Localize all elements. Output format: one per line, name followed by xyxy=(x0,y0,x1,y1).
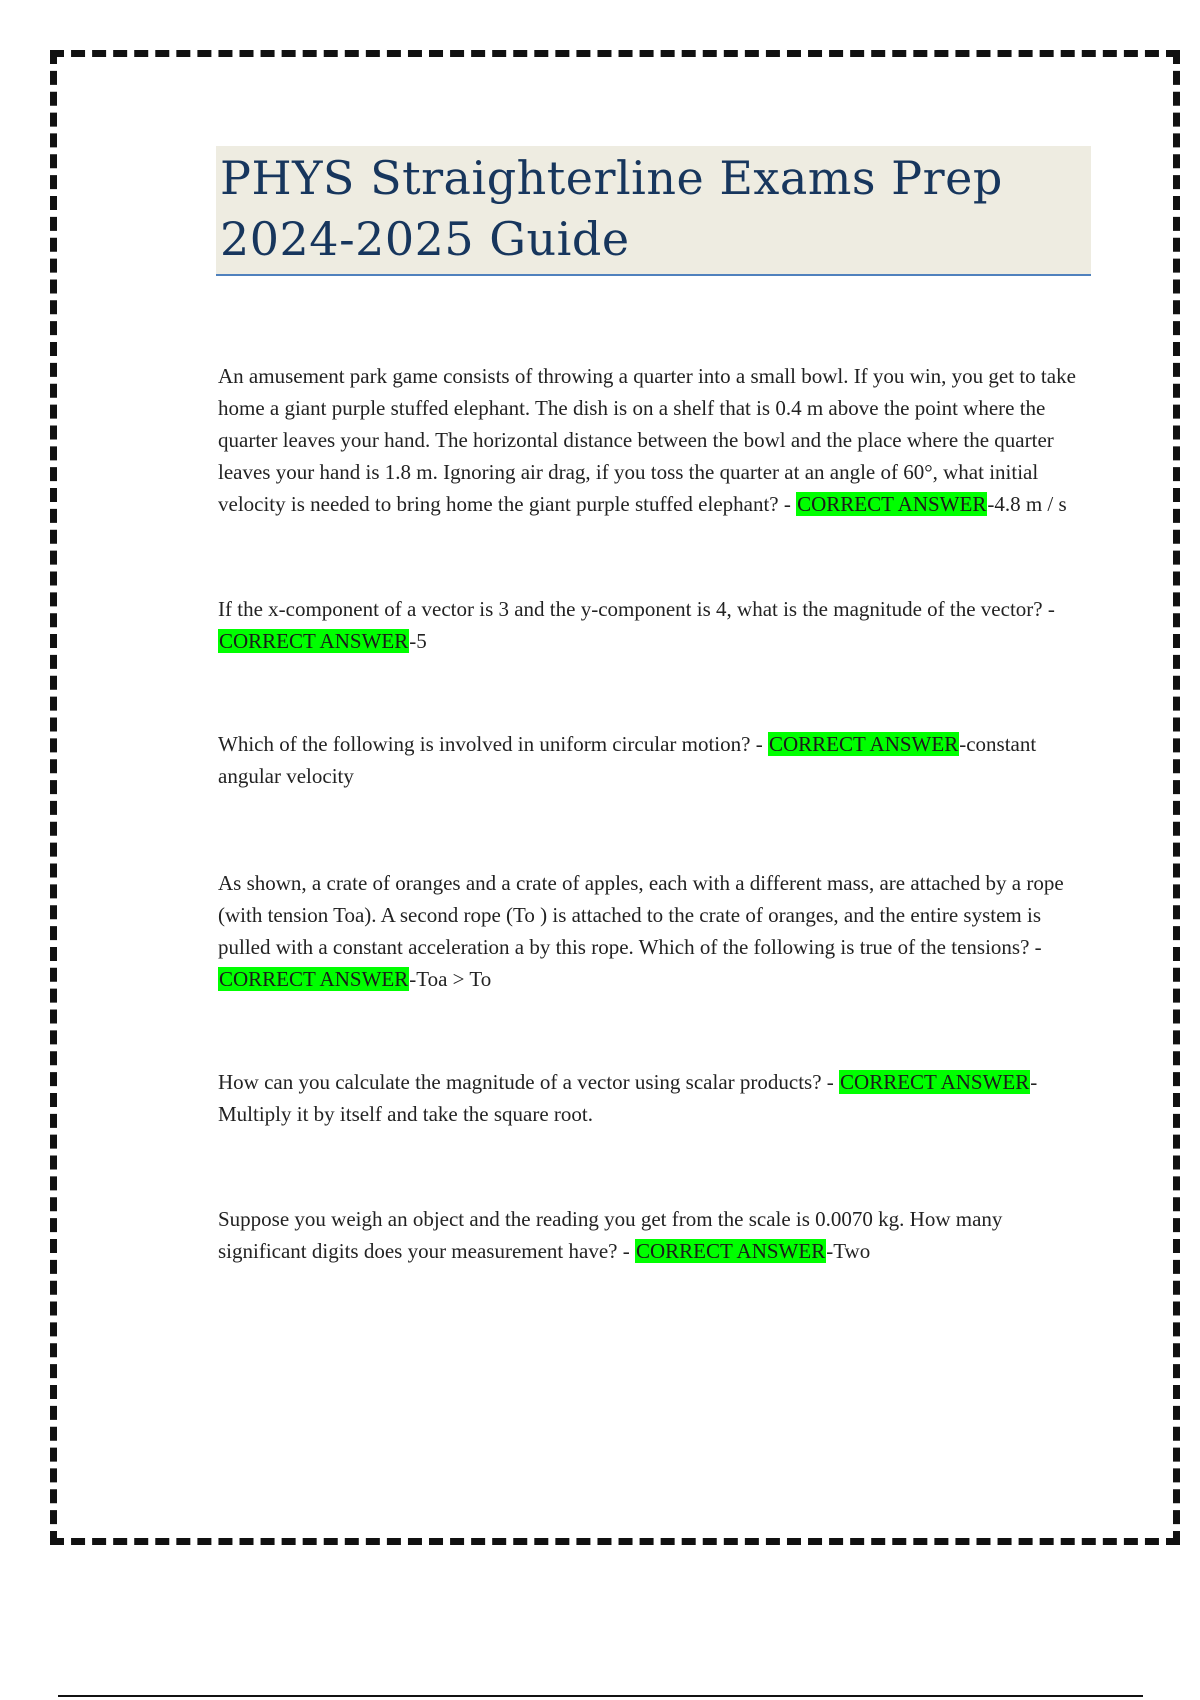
qa-item xyxy=(218,728,1090,792)
title-line-2: 2024-2025 Guide xyxy=(220,212,630,266)
question-text: An amusement park game consists of throwing a quarter into a small bowl. If you win, you get to take home a giant purple stuffed elephant. The dish is on a shelf that is 0.4 m above the point where the quarter leaves your hand. The horizontal distance between the bowl and the place where the quarter leaves your hand is 1.8 m. Ignoring air drag, if you toss the quarter at an angle of 60°, what initial velocity is needed to bring home the giant purple stuffed elephant? - xyxy=(218,364,1076,516)
question-text: If the x-component of a vector is 3 and the y-component is 4, what is the magnitude of the vector? - xyxy=(218,597,1055,621)
title-line-1: PHYS Straighterline Exams Prep xyxy=(220,151,1003,205)
question-text: Which of the following is involved in uniform circular motion? - xyxy=(218,732,768,756)
qa-list xyxy=(218,360,1090,1267)
answer-text: -Toa > To xyxy=(409,967,492,991)
qa-item xyxy=(218,867,1090,995)
qa-item xyxy=(218,593,1090,657)
answer-text: -Two xyxy=(826,1239,871,1263)
correct-answer-marker: CORRECT ANSWER xyxy=(219,967,409,991)
correct-answer-marker: CORRECT ANSWER xyxy=(219,629,409,653)
qa-item xyxy=(218,1066,1090,1130)
footer-rule xyxy=(58,1695,1143,1697)
qa-item xyxy=(218,360,1090,520)
document-title xyxy=(220,146,1087,270)
correct-answer-marker: CORRECT ANSWER xyxy=(635,1239,826,1263)
question-text: As shown, a crate of oranges and a crate of apples, each with a different mass, are attached by a rope (with tension Toa). A second rope (To ) is attached to the crate of oranges, and the entire system is pulled with a constant acceleration a by this rope. Which of the following is true of the tensions? - xyxy=(218,871,1064,959)
question-text: Suppose you weigh an object and the reading you get from the scale is 0.0070 kg. How many significant digits does your measurement have? - xyxy=(218,1207,1003,1263)
answer-text: -5 xyxy=(409,629,427,653)
answer-text: -4.8 m / s xyxy=(987,492,1067,516)
question-text: How can you calculate the magnitude of a vector using scalar products? - xyxy=(218,1070,840,1094)
answer-text: -Multiply it by itself and take the square root. xyxy=(218,1070,1038,1126)
correct-answer-marker: CORRECT ANSWER xyxy=(797,492,987,516)
answer-text: -constant angular velocity xyxy=(218,732,1037,788)
qa-item xyxy=(218,1203,1090,1267)
correct-answer-marker: CORRECT ANSWER xyxy=(840,1070,1030,1094)
correct-answer-marker: CORRECT ANSWER xyxy=(768,732,959,756)
title-block xyxy=(216,146,1091,276)
